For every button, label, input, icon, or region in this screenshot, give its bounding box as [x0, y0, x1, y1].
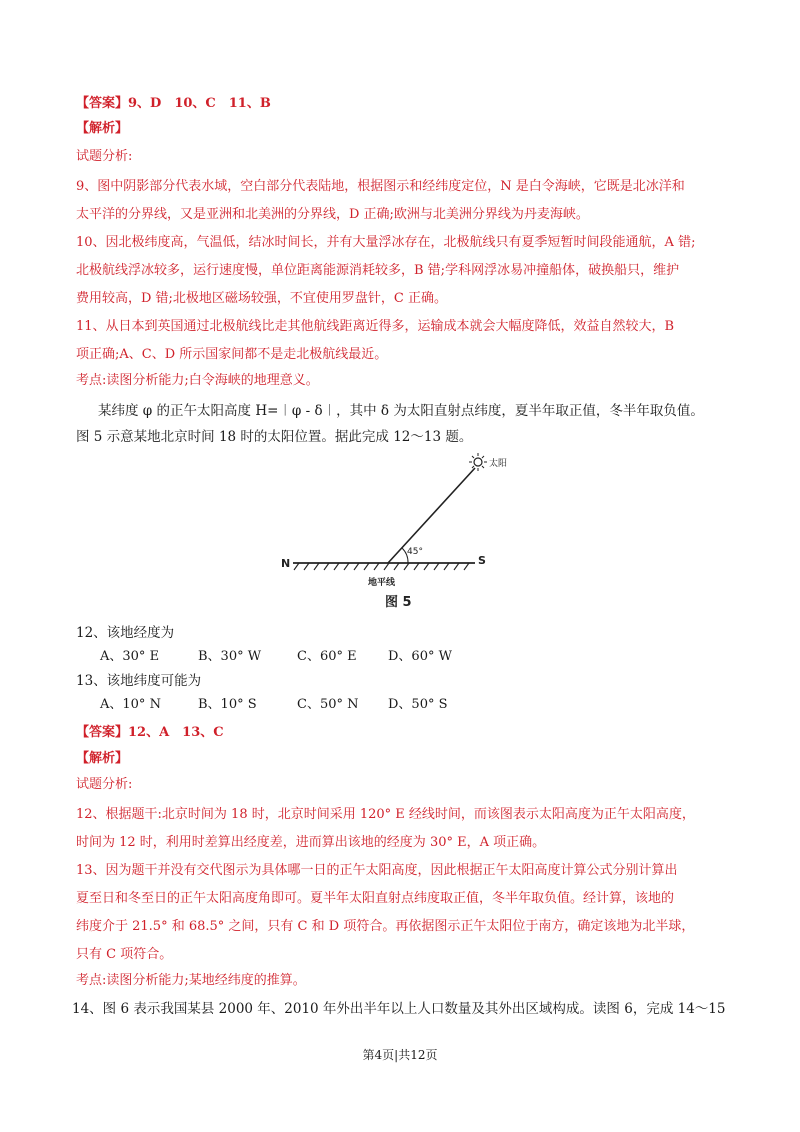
question-12-stem: 12、该地经度为	[76, 625, 175, 641]
explanation-9-line1: 9、图中阴影部分代表水域，空白部分代表陆地，根据图示和经纬度定位，N 是白令海峡，它既是北冰洋和	[76, 179, 685, 194]
answer-9-11: 【答案】9、D 10、C 11、B	[76, 96, 271, 111]
analysis-subheading: 试题分析:	[76, 149, 133, 164]
north-label: N	[281, 557, 291, 570]
analysis-heading-2: 【解析】	[76, 751, 129, 766]
page-footer: 第4页|共12页	[362, 1048, 438, 1062]
explanation-13-line4: 只有 C 项符合。	[76, 947, 173, 962]
explanation-13-line2: 夏至日和冬至日的正午太阳高度角即可。夏半年太阳直射点纬度取正值，冬半年取负值。经计算，该地的	[76, 891, 675, 906]
question-13-stem: 13、该地纬度可能为	[76, 673, 202, 689]
question-12-option-d: D、60° W	[388, 649, 452, 664]
question-13-option-a: A、10° N	[100, 697, 161, 712]
explanation-13-line1: 13、因为题干并没有交代图示为具体哪一日的正午太阳高度，因此根据正午太阳高度计算公式分别计算出	[76, 863, 678, 878]
question-13-option-c: C、50° N	[297, 697, 359, 712]
figure-5-diagram	[265, 448, 525, 618]
sun-ray-line	[388, 468, 475, 563]
explanation-10-line3: 费用较高，D 错;北极地区磁场较强，不宜使用罗盘针，C 正确。	[76, 291, 448, 306]
analysis-heading: 【解析】	[76, 121, 129, 136]
sun-icon	[469, 453, 487, 471]
stem-line1: 某纬度 φ 的正午太阳高度 H=︱φ - δ︱，其中 δ 为太阳直射点纬度，夏半年取正值，冬半年取负值。	[98, 403, 704, 419]
explanation-9-line2: 太平洋的分界线，又是亚洲和北美洲的分界线，D 正确;欧洲与北美洲分界线为丹麦海峡。	[76, 207, 589, 222]
explanation-11-line2: 项正确;A、C、D 所示国家间都不是走北极航线最近。	[76, 347, 388, 362]
explanation-10-line1: 10、因北极纬度高，气温低，结冰时间长，并有大量浮冰存在，北极航线只有夏季短暂时间段能通航，A 错;	[76, 235, 696, 250]
analysis-subheading-2: 试题分析:	[76, 777, 133, 792]
explanation-11-line1: 11、从日本到英国通过北极航线比走其他航线距离近得多，运输成本就会大幅度降低，效益自然较大，B	[76, 319, 675, 334]
explanation-10-line2: 北极航线浮冰较多，运行速度慢，单位距离能源消耗较多，B 错;学科网浮冰易冲撞船体，破换船只，维护	[76, 263, 680, 278]
kaodian-12-13: 考点:读图分析能力;某地经纬度的推算。	[76, 973, 306, 988]
horizon-label: 地平线	[368, 578, 396, 588]
question-12-option-c: C、60° E	[297, 649, 357, 664]
figure-5	[265, 448, 525, 618]
question-13-option-d: D、50° S	[388, 697, 448, 712]
explanation-12-line1: 12、根据题干:北京时间为 18 时，北京时间采用 120° E 经线时间，而该图表示太阳高度为正午太阳高度，	[76, 807, 695, 822]
angle-label: 45°	[407, 547, 423, 557]
question-12-option-a: A、30° E	[100, 649, 160, 664]
explanation-12-line2: 时间为 12 时，利用时差算出经度差，进而算出该地的经度为 30° E，A 项正确。	[76, 835, 546, 850]
kaodian-9-11: 考点:读图分析能力;白令海峡的地理意义。	[76, 373, 319, 388]
question-12-option-b: B、30° W	[198, 649, 262, 664]
figure-caption: 图 5	[385, 595, 412, 610]
sun-label: 太阳	[489, 459, 508, 469]
stem-line2: 图 5 示意某地北京时间 18 时的太阳位置。据此完成 12～13 题。	[76, 429, 473, 445]
explanation-13-line3: 纬度介于 21.5° 和 68.5° 之间，只有 C 和 D 项符合。再依据图示正午太阳位于南方，确定该地为北半球，	[76, 919, 695, 934]
answer-12-13: 【答案】12、A 13、C	[76, 725, 224, 740]
south-label: S	[478, 554, 486, 567]
horizon-hatches	[294, 563, 469, 570]
question-14-stem: 14、图 6 表示我国某县 2000 年、2010 年外出半年以上人口数量及其外出区域构成。读图 6，完成 14～15	[72, 1001, 726, 1017]
question-13-option-b: B、10° S	[198, 697, 257, 712]
